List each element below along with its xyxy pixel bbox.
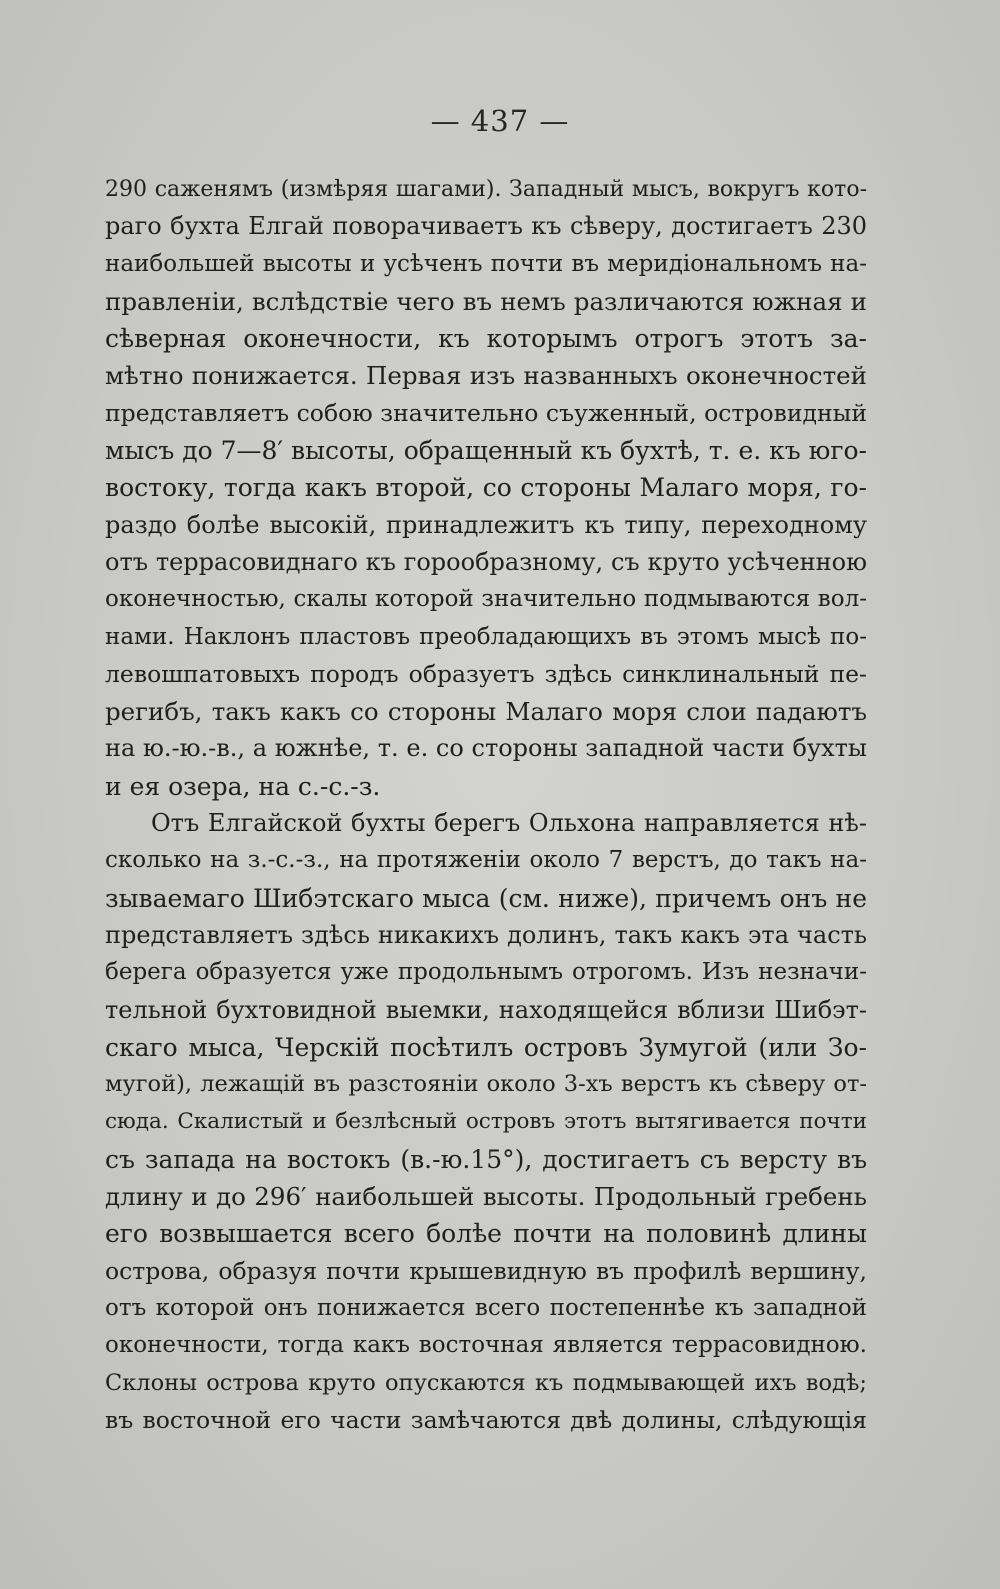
text-line: мугой), лежащій въ разстояніи около 3-хъ верстъ къ сѣверу от-: [105, 1071, 867, 1098]
text-line: его возвышается всего болѣе почти на половинѣ длины: [105, 1219, 867, 1249]
text-line: тельной бухтовидной выемки, находящейся вблизи Шибэт-: [105, 995, 867, 1024]
text-line: Склоны острова круто опускаются къ подмывающей ихъ водѣ;: [105, 1369, 867, 1396]
text-line: нами. Наклонъ пластовъ преобладающихъ въ этомъ мысѣ по-: [105, 623, 867, 650]
text-line: скаго мыса, Черскій посѣтилъ островъ Зумугой (или Зо-: [105, 1032, 867, 1062]
text-line: раздо болѣе высокій, принадлежитъ къ типу, переходному: [105, 510, 867, 539]
text-line: длину и до 296′ наибольшей высоты. Продольный гребень: [105, 1182, 867, 1212]
text-line: оконечности, тогда какъ восточная является террасовидною.: [105, 1332, 867, 1359]
page-number: — 437 —: [430, 104, 570, 138]
text-line: на ю.-ю.-в., а южнѣе, т. е. со стороны западной части бухты: [105, 734, 867, 763]
text-line: сѣверная оконечности, къ которымъ отрогъ этотъ за-: [105, 324, 867, 354]
text-line-paragraph-end: и ея озера, на с.-с.-з.: [105, 771, 381, 801]
text-line: 290 саженямъ (измѣряя шагами). Западный мысъ, вокругъ кото-: [105, 177, 867, 202]
text-line: въ восточной его части замѣчаются двѣ долины, слѣдующія: [105, 1405, 867, 1434]
text-line: мысъ до 7—8′ высоты, обращенный къ бухтѣ, т. е. къ юго-: [105, 436, 867, 466]
text-line: востоку, тогда какъ второй, со стороны Малаго моря, го-: [105, 473, 867, 503]
text-line: мѣтно понижается. Первая изъ названныхъ оконечностей: [105, 361, 867, 391]
text-line: левошпатовыхъ породъ образуетъ здѣсь синклинальный пе-: [105, 659, 867, 688]
text-line: представляетъ собою значительно съуженный, островидный: [105, 398, 867, 427]
text-line: представляетъ здѣсь никакихъ долинъ, такъ какъ эта часть: [105, 920, 867, 949]
text-line: сколько на з.-с.-з., на протяженіи около 7 верстъ, до такъ на-: [105, 847, 867, 874]
text-line: съ запада на востокъ (в.-ю.15°), достигаетъ съ версту въ: [105, 1144, 867, 1174]
text-line: наибольшей высоты и усѣченъ почти въ меридіональномъ на-: [105, 250, 867, 277]
text-line: раго бухта Елгай поворачиваетъ къ сѣверу, достигаетъ 230: [105, 212, 867, 241]
text-line: зываемаго Шибэтскаго мыса (см. ниже), причемъ онъ не: [105, 883, 867, 913]
text-line: острова, образуя почти крышевидную въ профилѣ вершину,: [105, 1256, 867, 1285]
text-line: оконечностью, скалы которой значительно подмываются вол-: [105, 586, 867, 613]
text-line: регибъ, такъ какъ со стороны Малаго моря слои падаютъ: [105, 697, 867, 727]
text-line: правленіи, вслѣдствіе чего въ немъ различаются южная и: [105, 286, 867, 316]
text-line: берега образуется уже продольнымъ отрогомъ. Изъ незначи-: [105, 959, 867, 986]
text-line: отъ которой онъ понижается всего постепеннѣе къ западной: [105, 1294, 867, 1321]
text-line: отъ террасовиднаго къ горообразному, съ круто усѣченною: [105, 547, 867, 576]
text-line: сюда. Скалистый и безлѣсный островъ этотъ вытягивается почти: [105, 1109, 867, 1135]
text-line-paragraph-start: Отъ Елгайской бухты берегъ Ольхона направляется нѣ-: [151, 809, 867, 838]
body-text: [105, 171, 867, 1439]
